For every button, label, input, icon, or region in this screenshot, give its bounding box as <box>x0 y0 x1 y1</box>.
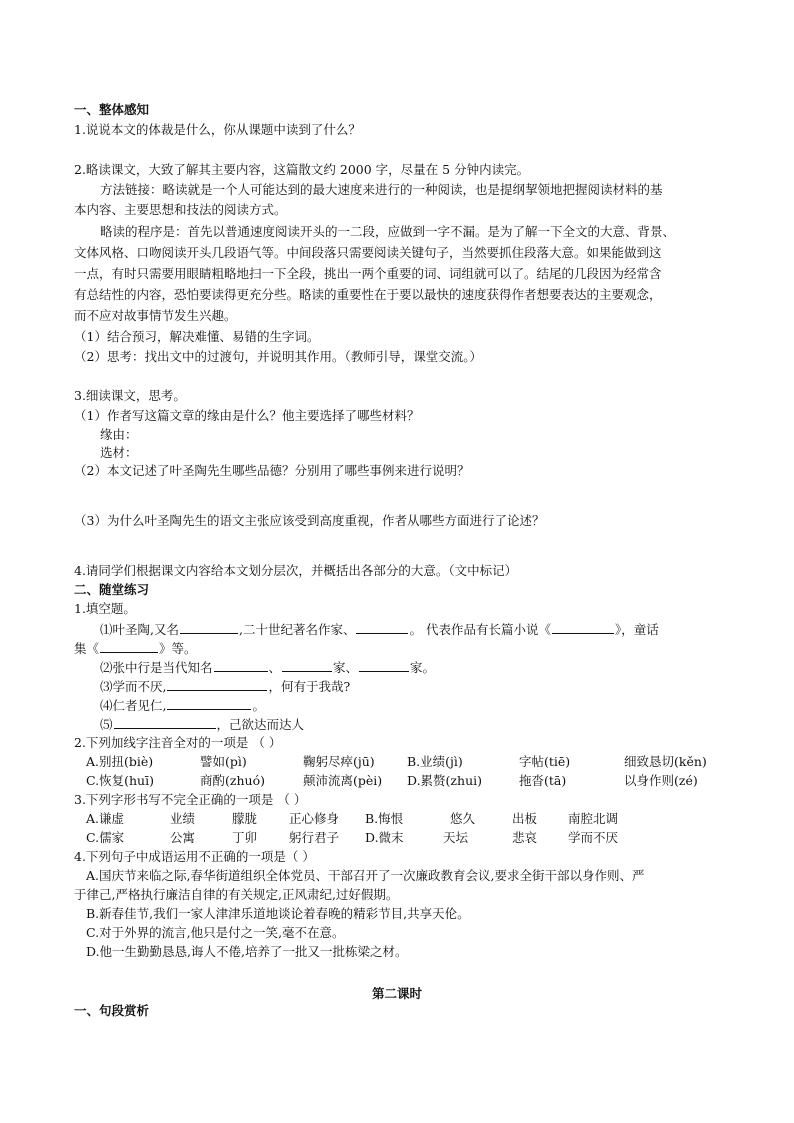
option-item: 譬如(pì) <box>200 754 247 769</box>
answer-blank[interactable] <box>552 621 614 634</box>
option-item: D.累赘(zhui) <box>407 773 482 788</box>
method-line: 本内容、主要思想和技法的阅读方式。 <box>74 202 287 217</box>
answer-blank[interactable] <box>114 716 216 729</box>
question-2-2: （2）思考：找出文中的过渡句，并说明其作用。（教师引导，课堂交流。） <box>74 349 482 364</box>
question-1: 1.说说本文的体裁是什么，你从课题中读到了什么？ <box>74 122 361 137</box>
question-2-1: （1）结合预习，解决难懂、易错的生字词。 <box>74 329 320 344</box>
option-item: 悲哀 <box>512 830 538 845</box>
fill-item-4: ⑷仁者见仁, 。 <box>100 698 265 713</box>
option-item: 出板 <box>512 811 538 826</box>
option-item: B.悔恨 <box>365 811 404 826</box>
option-item: A.别扭(biè) <box>86 754 154 769</box>
option-item: 业绩 <box>170 811 196 826</box>
option-item: 商酌(zhuó) <box>200 773 265 788</box>
option-item: 字帖(tiē) <box>519 754 571 769</box>
fill-title: 1.填空题。 <box>74 601 136 616</box>
option-b: B.新春佳节,我们一家人津津乐道地谈论着春晚的精彩节目,共享天伦。 <box>86 906 470 921</box>
option-item: 悠久 <box>450 811 476 826</box>
procedure-line: 文体风格、口吻阅读开头几段语气等。中间段落只需要阅读关键句子，当然要抓住段落大意。如果能做到这 <box>74 245 662 260</box>
option-item: A.谦虚 <box>86 811 125 826</box>
procedure-line: 一点，有时只需要用眼睛粗略地扫一下全段，挑出一两个重要的词、词组就可以了。结尾的几段因为经常含 <box>74 266 662 281</box>
option-item: 以身作则(zé) <box>624 773 698 788</box>
question-4: 4.请同学们根据课文内容给本文划分层次，并概括出各部分的大意。（文中标记） <box>74 563 518 578</box>
fill-item-2: ⑵张中行是当代知名 、 家、 家。 <box>100 660 436 675</box>
procedure-line: 有总结性的内容，恐怕要读得更充分些。略读的重要性在于要以最快的速度获得作者想要表达的主要观念， <box>74 287 662 302</box>
fill-item-1-cont: 集《 》等。 <box>74 641 197 656</box>
section-heading-sentence-analysis: 一、句段赏析 <box>74 1003 150 1018</box>
answer-blank[interactable] <box>214 659 268 672</box>
option-item: 朦胧 <box>232 811 258 826</box>
option-item: D.微末 <box>365 830 404 845</box>
option-item: 正心修身 <box>289 811 340 826</box>
option-a-line: 于律己,严格执行廉洁自律的有关规定,正风肃纪,过好假期。 <box>74 887 399 902</box>
option-item: 公寓 <box>170 830 196 845</box>
choice-question-2: 2.下列加线字注音全对的一项是 （ ） <box>74 735 282 750</box>
question-3: 3.细读课文，思考。 <box>74 388 186 403</box>
answer-blank[interactable] <box>180 621 238 634</box>
procedure-line: 略读的程序是：首先以普通速度阅读开头的一二段，应做到一字不漏。是为了解一下全文的大意、背景、 <box>100 224 676 239</box>
choice-question-4: 4.下列句子中成语运用不正确的一项是（ ） <box>74 849 315 864</box>
fill-item-1: ⑴叶圣陶,又名 ,二十世纪著名作家、 。 代表作品有长篇小说《 》，童话 <box>100 622 659 637</box>
method-line: 方法链接：略读就是一个人可能达到的最大速度来进行的一种阅读，也是提纲挈领地把握阅读材料的基 <box>100 182 663 197</box>
option-a-line: A.国庆节来临之际,春华街道组织全体党员、干部召开了一次廉政教育会议,要求全街干部以身作则、严 <box>86 868 645 883</box>
option-d: D.他一生勤勤恳恳,诲人不倦,培养了一批又一批栋梁之材。 <box>86 944 408 959</box>
option-item: 丁卯 <box>232 830 258 845</box>
answer-blank[interactable] <box>282 659 332 672</box>
choice-question-3: 3.下列字形书写不完全正确的一项是 （ ） <box>74 792 307 807</box>
option-item: B.业绩(jì) <box>407 754 463 769</box>
option-item: C.恢复(huī) <box>86 773 154 788</box>
option-item: 天坛 <box>443 830 469 845</box>
answer-blank[interactable] <box>359 659 409 672</box>
section-heading-overall: 一、整体感知 <box>74 102 150 117</box>
question-2: 2.略读课文，大致了解其主要内容，这篇散文约 2000 字，尽量在 5 分钟内读完。 <box>74 162 530 177</box>
answer-blank[interactable] <box>167 697 251 710</box>
option-item: 细致恳切(kěn) <box>624 754 707 769</box>
answer-blank[interactable] <box>356 621 408 634</box>
lesson-2-title: 第二课时 <box>371 986 422 1001</box>
option-item: 拖沓(tā) <box>519 773 567 788</box>
option-item: C.儒家 <box>86 830 125 845</box>
reason-label: 缘由： <box>100 427 138 442</box>
fill-item-5: ⑸ ，己欲达而达人 <box>100 717 305 732</box>
option-item: 颠沛流离(pèi) <box>303 773 383 788</box>
fill-item-3: ⑶学而不厌, ，何有于我哉? <box>100 679 351 694</box>
question-3-2: （2）本文记述了叶圣陶先生哪些品德？分别用了哪些事例来进行说明？ <box>74 463 470 478</box>
option-c: C.对于外界的流言,他只是付之一笑,毫不在意。 <box>86 925 345 940</box>
question-3-3: （3）为什么叶圣陶先生的语文主张应该受到高度重视，作者从哪些方面进行了论述？ <box>74 513 545 528</box>
option-item: 躬行君子 <box>289 830 340 845</box>
material-label: 选材： <box>100 445 138 460</box>
procedure-line: 而不应对故事情节发生兴趣。 <box>74 308 237 323</box>
section-heading-practice: 二、随堂练习 <box>74 582 150 597</box>
option-item: 学而不厌 <box>568 830 619 845</box>
question-3-1: （1）作者写这篇文章的缘由是什么？他主要选择了哪些材料？ <box>74 408 420 423</box>
option-item: 鞠躬尽瘁(jū) <box>303 754 375 769</box>
option-item: 南腔北调 <box>568 811 619 826</box>
answer-blank[interactable] <box>167 678 267 691</box>
answer-blank[interactable] <box>100 640 158 653</box>
